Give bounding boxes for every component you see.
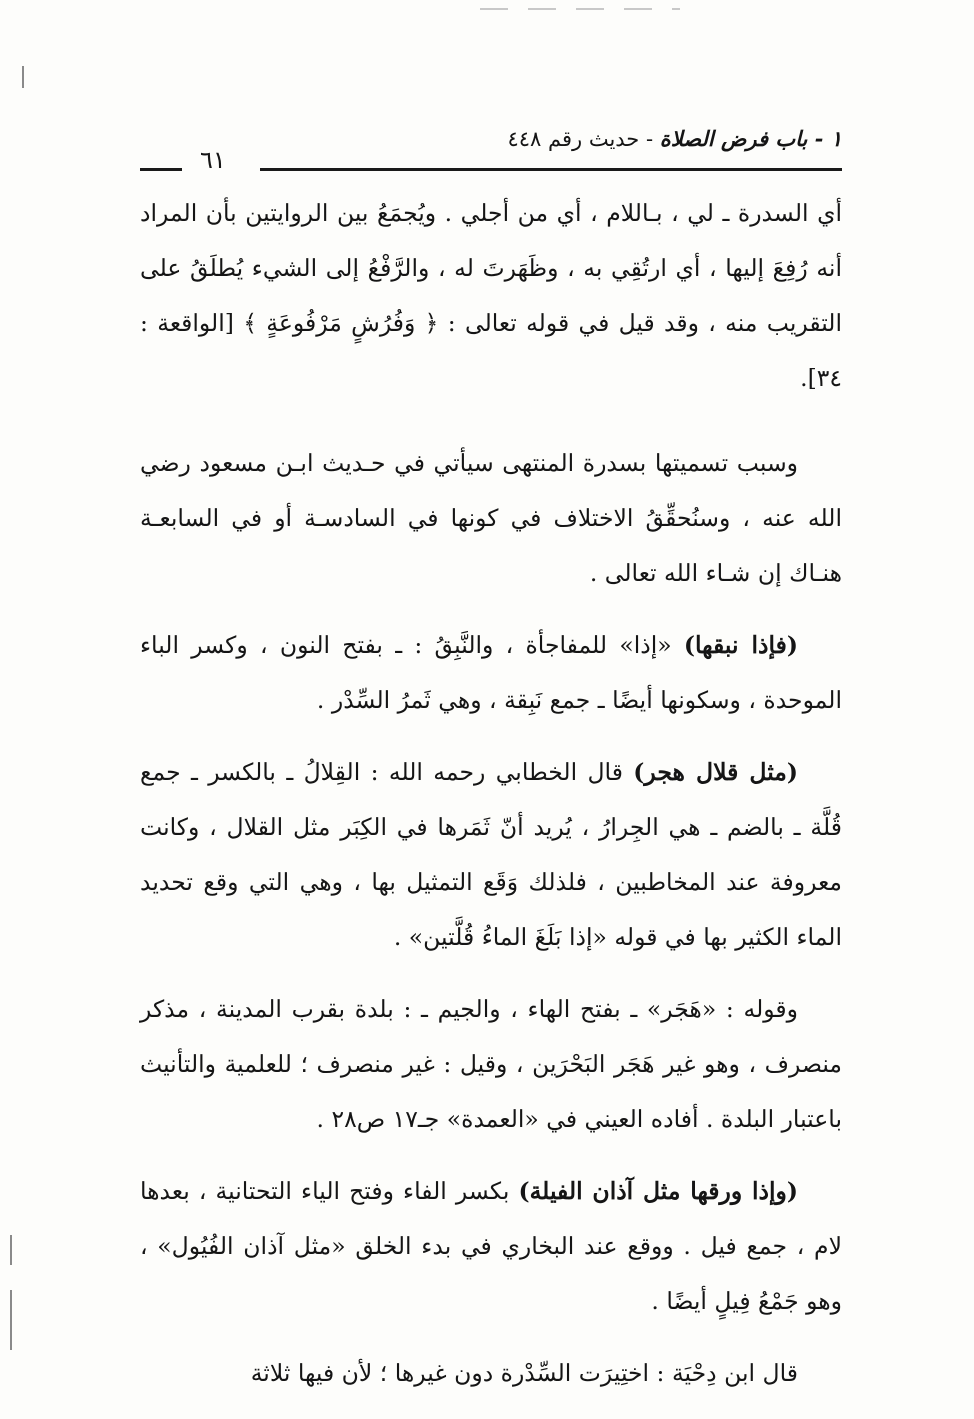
scan-margin-mark	[10, 1235, 12, 1265]
paragraph	[140, 436, 842, 601]
paragraph	[140, 186, 842, 406]
paragraph	[140, 745, 842, 965]
hadith-number: - حديث رقم ٤٤٨	[507, 127, 654, 151]
body-text	[140, 186, 842, 1418]
page-number-dash	[140, 168, 182, 171]
scan-margin-mark	[22, 66, 24, 88]
scan-margin-mark	[10, 1290, 12, 1350]
chapter-title: ١ - باب فرض الصلاة	[659, 126, 842, 151]
paragraph-text: بكسر الفاء وفتح الياء التحتانية ، بعدها لام ، جمع فيل . ووقع عند البخاري في بدء الخلق «مثل آذان الفُيُول» ، وهو جَمْعُ فِيلٍ أيضًا .	[140, 1177, 842, 1315]
paragraph-text: «إذا» للمفاجأة ، والنَّبِقُ : ـ بفتح النون ، وكسر الباء الموحدة ، وسكونها أيضًا ـ جمع نَبِقة ، وهي ثَمرُ السِّدْر .	[140, 631, 842, 714]
paragraph	[140, 1164, 842, 1329]
paragraph	[140, 982, 842, 1147]
page-number: ٦١	[192, 146, 234, 174]
paragraph-text: وقوله : «هَجَر» ـ بفتح الهاء ، والجيم ـ : بلدة بقرب المدينة ، مذكر منصرف ، وهو غير هَجَر البَحْرَين ، وقيل : غير منصرف ؛ للعلمية والتأنيث باعتبار البلدة . أفاده العيني في «العمدة» جـ١٧ ص٢٨ .	[140, 995, 842, 1133]
paragraph-text: وسبب تسميتها بسدرة المنتهى سيأتي في حـديث ابـن مسعود رضي الله عنه ، وسنُحقِّقُ الاختلاف في كونها في السادسـة أو في السابعـة هنـاك إن شـاء الله تعالى .	[140, 449, 842, 587]
paragraph-text: قال الخطابي رحمه الله : القِلالُ ـ بالكسر ـ جمع قُلَّة ـ بالضم ـ هي الجِرارُ ، يُريد أنّ ثَمَرها في الكِبَر مثل القلال ، وكانت معروفة عند المخاطبين ، فلذلك وَقَع التمثيل بها ، وهي التي وقع تحديد الماء الكثير بها في قوله «إذا بَلَغَ الماءُ قُلَّتين» .	[140, 758, 842, 951]
paragraph-text: أي السدرة ـ لي ، بـاللام ، أي من أجلي . ويُجمَعُ بين الروايتين بأن المراد أنه رُفِعَ إليها ، أي ارتُقِي به ، وظَهَرتَ له ، والرَّفْعُ إلى الشيء يُطلَقُ على التقريب منه ، وقد قيل في قوله تعالى : ﴿ وَفُرُشٍ مَرْفُوعَةٍ ﴾ [الواقعة : ٣٤].	[140, 199, 842, 392]
scan-artifact-dashes	[480, 8, 680, 10]
running-head	[507, 126, 842, 151]
lemma: (وإذا ورقها مثل آذان الفيلة)	[518, 1177, 798, 1205]
paragraph	[140, 1346, 842, 1401]
paragraph	[140, 618, 842, 728]
page-header	[140, 126, 842, 176]
header-rule	[260, 168, 842, 171]
lemma: (فإذا نبقها)	[683, 631, 798, 659]
paragraph-text: قال ابن دِحْيَة : اختِيرَت السِّدْرة دون غيرها ؛ لأن فيها ثلاثة	[250, 1359, 798, 1387]
lemma: (مثل قلال هجر)	[633, 758, 798, 786]
